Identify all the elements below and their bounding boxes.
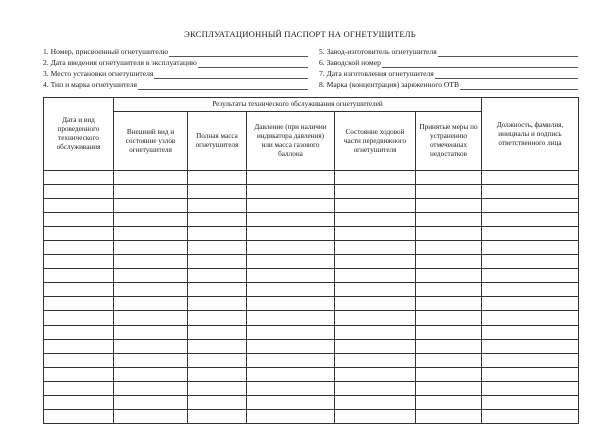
table-cell[interactable] bbox=[188, 325, 247, 339]
table-cell[interactable] bbox=[44, 367, 114, 381]
table-cell[interactable] bbox=[247, 297, 335, 311]
table-cell[interactable] bbox=[247, 353, 335, 367]
table-cell[interactable] bbox=[335, 227, 416, 241]
table-cell[interactable] bbox=[482, 339, 579, 353]
field-label: 2. Дата введения огнетушителя в эксплуатацию bbox=[43, 58, 197, 67]
table-cell[interactable] bbox=[44, 353, 114, 367]
table-cell[interactable] bbox=[44, 213, 114, 227]
fill-line bbox=[154, 70, 308, 79]
fill-line bbox=[169, 48, 308, 57]
table-cell[interactable] bbox=[335, 353, 416, 367]
table-cell[interactable] bbox=[188, 171, 247, 185]
fill-line bbox=[138, 81, 308, 90]
table-cell[interactable] bbox=[482, 199, 579, 213]
table-cell[interactable] bbox=[247, 283, 335, 297]
table-cell[interactable] bbox=[44, 171, 114, 185]
table-cell[interactable] bbox=[188, 269, 247, 283]
header-responsible-person: Должность, фамилия, инициалы и подпись ответственного лица bbox=[482, 98, 579, 171]
table-row bbox=[44, 297, 579, 311]
table-cell[interactable] bbox=[416, 269, 482, 283]
table-cell[interactable] bbox=[416, 255, 482, 269]
table-row bbox=[44, 353, 579, 367]
table-cell[interactable] bbox=[247, 381, 335, 395]
table-cell[interactable] bbox=[416, 353, 482, 367]
table-cell[interactable] bbox=[335, 185, 416, 199]
table-cell[interactable] bbox=[482, 255, 579, 269]
table-cell[interactable] bbox=[416, 283, 482, 297]
table-cell[interactable] bbox=[335, 199, 416, 213]
table-cell[interactable] bbox=[188, 367, 247, 381]
table-cell[interactable] bbox=[416, 213, 482, 227]
table-cell[interactable] bbox=[416, 311, 482, 325]
field-type[interactable] bbox=[43, 79, 308, 90]
table-row bbox=[44, 227, 579, 241]
table-cell[interactable] bbox=[44, 269, 114, 283]
table-cell[interactable] bbox=[482, 283, 579, 297]
field-number[interactable] bbox=[43, 46, 308, 57]
table-row bbox=[44, 255, 579, 269]
table-cell[interactable] bbox=[44, 227, 114, 241]
table-cell[interactable] bbox=[44, 311, 114, 325]
table-cell[interactable] bbox=[114, 311, 188, 325]
table-cell[interactable] bbox=[482, 325, 579, 339]
maintenance-table bbox=[43, 97, 579, 424]
table-cell[interactable] bbox=[482, 269, 579, 283]
table-cell[interactable] bbox=[114, 227, 188, 241]
table-cell[interactable] bbox=[188, 409, 247, 423]
table-cell[interactable] bbox=[335, 213, 416, 227]
table-row bbox=[44, 395, 579, 409]
table-cell[interactable] bbox=[247, 171, 335, 185]
table-cell[interactable] bbox=[247, 213, 335, 227]
table-cell[interactable] bbox=[482, 381, 579, 395]
table-cell[interactable] bbox=[188, 241, 247, 255]
table-cell[interactable] bbox=[247, 311, 335, 325]
table-row bbox=[44, 409, 579, 423]
table-cell[interactable] bbox=[188, 381, 247, 395]
table-cell[interactable] bbox=[482, 409, 579, 423]
header-date-type: Дата и вид проведенного технического обслуживания bbox=[44, 98, 114, 171]
table-cell[interactable] bbox=[114, 269, 188, 283]
table-cell[interactable] bbox=[416, 199, 482, 213]
table-cell[interactable] bbox=[114, 241, 188, 255]
table-cell[interactable] bbox=[188, 213, 247, 227]
table-cell[interactable] bbox=[247, 199, 335, 213]
table-cell[interactable] bbox=[482, 367, 579, 381]
field-agent-brand[interactable] bbox=[319, 79, 578, 90]
field-location[interactable] bbox=[43, 68, 308, 79]
fill-line bbox=[198, 59, 308, 68]
table-cell[interactable] bbox=[188, 283, 247, 297]
table-cell[interactable] bbox=[247, 339, 335, 353]
header-measures-taken: Принятые меры по устранению отмеченных недостатков bbox=[416, 112, 482, 171]
table-cell[interactable] bbox=[482, 227, 579, 241]
table-cell[interactable] bbox=[44, 255, 114, 269]
table-cell[interactable] bbox=[114, 283, 188, 297]
table-cell[interactable] bbox=[188, 311, 247, 325]
table-cell[interactable] bbox=[416, 381, 482, 395]
table-cell[interactable] bbox=[335, 255, 416, 269]
table-cell[interactable] bbox=[188, 353, 247, 367]
table-cell[interactable] bbox=[114, 185, 188, 199]
table-cell[interactable] bbox=[114, 353, 188, 367]
table-cell[interactable] bbox=[247, 185, 335, 199]
table-cell[interactable] bbox=[114, 325, 188, 339]
field-label: 5. Завод-изготовитель огнетушителя bbox=[319, 47, 437, 56]
table-cell[interactable] bbox=[188, 255, 247, 269]
table-cell[interactable] bbox=[114, 395, 188, 409]
table-cell[interactable] bbox=[416, 227, 482, 241]
table-row bbox=[44, 381, 579, 395]
table-cell[interactable] bbox=[188, 395, 247, 409]
fill-line bbox=[438, 48, 578, 57]
table-cell[interactable] bbox=[44, 185, 114, 199]
field-label: 6. Заводской номер bbox=[319, 58, 381, 67]
table-cell[interactable] bbox=[188, 227, 247, 241]
table-row bbox=[44, 213, 579, 227]
table-cell[interactable] bbox=[335, 297, 416, 311]
table-cell[interactable] bbox=[247, 255, 335, 269]
table-cell[interactable] bbox=[335, 367, 416, 381]
field-label: 7. Дата изготовления огнетушителя bbox=[319, 69, 434, 78]
table-cell[interactable] bbox=[114, 213, 188, 227]
table-cell[interactable] bbox=[188, 185, 247, 199]
table-cell[interactable] bbox=[188, 199, 247, 213]
field-label: 3. Место установки огнетушителя bbox=[43, 69, 154, 78]
table-cell[interactable] bbox=[335, 339, 416, 353]
table-cell[interactable] bbox=[335, 283, 416, 297]
table-row bbox=[44, 185, 579, 199]
table-cell[interactable] bbox=[335, 325, 416, 339]
table-row bbox=[44, 325, 579, 339]
table-cell[interactable] bbox=[416, 367, 482, 381]
table-cell[interactable] bbox=[44, 409, 114, 423]
table-cell[interactable] bbox=[44, 283, 114, 297]
table-cell[interactable] bbox=[335, 409, 416, 423]
table-cell[interactable] bbox=[482, 311, 579, 325]
table-cell[interactable] bbox=[335, 395, 416, 409]
header-appearance: Внешний вид и состояние узлов огнетушителя bbox=[114, 112, 188, 171]
table-cell[interactable] bbox=[482, 213, 579, 227]
field-label: 8. Марка (концентрация) заряженного ОТВ bbox=[319, 80, 460, 89]
table-row bbox=[44, 171, 579, 185]
table-cell[interactable] bbox=[114, 199, 188, 213]
field-serial-number[interactable] bbox=[319, 57, 578, 68]
header-running-gear: Состояние ходовой части передвижного огнетушителя bbox=[335, 112, 416, 171]
table-cell[interactable] bbox=[416, 185, 482, 199]
table-row bbox=[44, 339, 579, 353]
table-cell[interactable] bbox=[416, 409, 482, 423]
table-cell[interactable] bbox=[114, 409, 188, 423]
table-cell[interactable] bbox=[482, 353, 579, 367]
table-row bbox=[44, 241, 579, 255]
table-cell[interactable] bbox=[482, 171, 579, 185]
table-row bbox=[44, 199, 579, 213]
field-manufacturer[interactable] bbox=[319, 46, 578, 57]
table-cell[interactable] bbox=[482, 185, 579, 199]
table-cell[interactable] bbox=[247, 227, 335, 241]
table-row bbox=[44, 311, 579, 325]
table-cell[interactable] bbox=[44, 241, 114, 255]
table-cell[interactable] bbox=[335, 241, 416, 255]
table-cell[interactable] bbox=[114, 339, 188, 353]
document-title: ЭКСПЛУАТАЦИОННЫЙ ПАСПОРТ НА ОГНЕТУШИТЕЛЬ bbox=[184, 29, 416, 39]
field-label: 1. Номер, присвоенный огнетушителю bbox=[43, 47, 169, 56]
header-total-mass: Полная масса огнетушителя bbox=[188, 112, 247, 171]
table-cell[interactable] bbox=[188, 297, 247, 311]
table-cell[interactable] bbox=[44, 297, 114, 311]
table-cell[interactable] bbox=[44, 395, 114, 409]
table-cell[interactable] bbox=[247, 325, 335, 339]
table-cell[interactable] bbox=[247, 269, 335, 283]
header-pressure: Давление (при наличии индикатора давления) или масса газового баллона bbox=[247, 112, 335, 171]
table-cell[interactable] bbox=[44, 325, 114, 339]
table-cell[interactable] bbox=[44, 199, 114, 213]
table-cell[interactable] bbox=[416, 325, 482, 339]
table-cell[interactable] bbox=[114, 255, 188, 269]
table-cell[interactable] bbox=[482, 395, 579, 409]
fill-line bbox=[435, 70, 578, 79]
table-cell[interactable] bbox=[247, 241, 335, 255]
fill-line bbox=[460, 81, 578, 90]
table-cell[interactable] bbox=[44, 381, 114, 395]
header-results-group: Результаты технического обслуживания огнетушителей bbox=[114, 98, 482, 112]
table-cell[interactable] bbox=[335, 269, 416, 283]
table-cell[interactable] bbox=[416, 395, 482, 409]
field-label: 4. Тип и марка огнетушителя bbox=[43, 80, 138, 89]
table-cell[interactable] bbox=[247, 395, 335, 409]
table-cell[interactable] bbox=[114, 381, 188, 395]
table-cell[interactable] bbox=[188, 339, 247, 353]
table-cell[interactable] bbox=[44, 339, 114, 353]
table-cell[interactable] bbox=[114, 297, 188, 311]
table-row bbox=[44, 367, 579, 381]
table-cell[interactable] bbox=[335, 381, 416, 395]
table-cell[interactable] bbox=[114, 367, 188, 381]
table-cell[interactable] bbox=[416, 297, 482, 311]
table-cell[interactable] bbox=[482, 297, 579, 311]
table-cell[interactable] bbox=[416, 171, 482, 185]
table-cell[interactable] bbox=[482, 241, 579, 255]
table-cell[interactable] bbox=[335, 171, 416, 185]
table-cell[interactable] bbox=[114, 171, 188, 185]
table-row bbox=[44, 283, 579, 297]
table-cell[interactable] bbox=[416, 241, 482, 255]
field-production-date[interactable] bbox=[319, 68, 578, 79]
fill-line bbox=[382, 59, 578, 68]
field-commission-date[interactable] bbox=[43, 57, 308, 68]
table-cell[interactable] bbox=[416, 339, 482, 353]
table-cell[interactable] bbox=[247, 367, 335, 381]
table-cell[interactable] bbox=[247, 409, 335, 423]
table-cell[interactable] bbox=[335, 311, 416, 325]
table-row bbox=[44, 269, 579, 283]
